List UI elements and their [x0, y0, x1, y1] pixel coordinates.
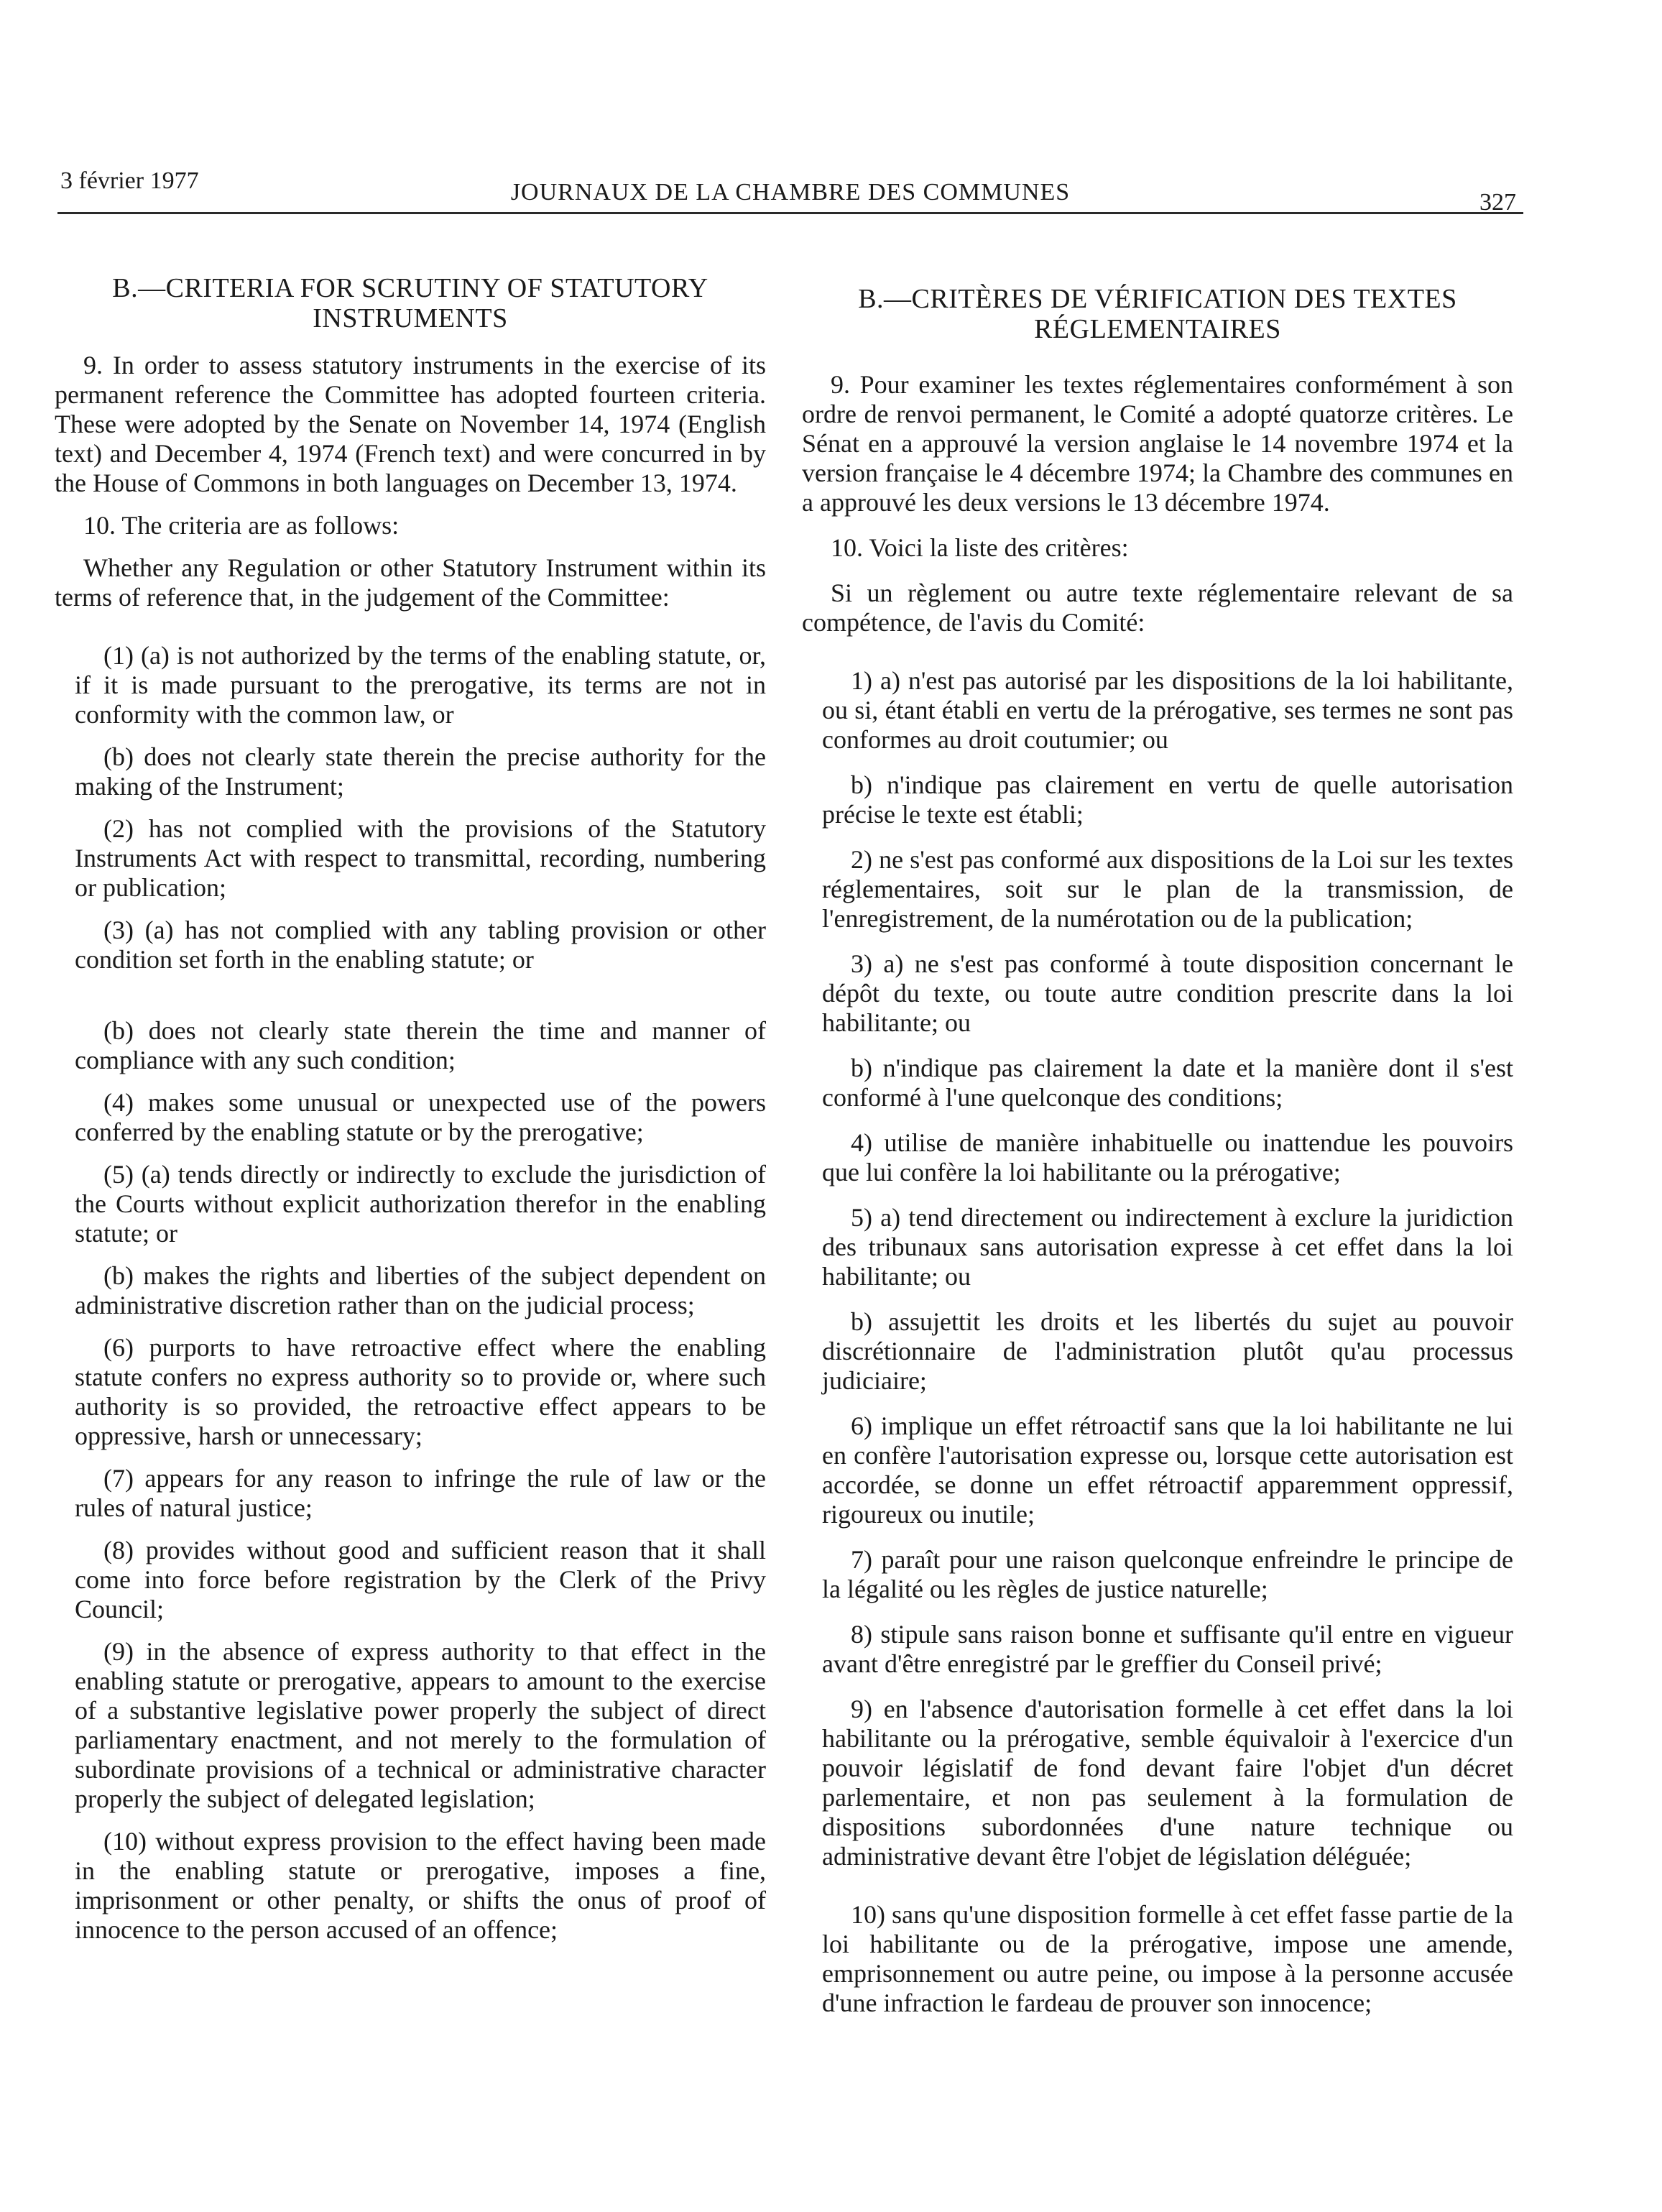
header-date: 3 février 1977 [60, 167, 199, 194]
french-paragraph-9: 9. Pour examiner les textes réglementaires conformément à son ordre de renvoi permanent, le Comité a adopté quatorze critères. Le Sénat en a approuvé la version anglaise le 14 novembre 1974 et la version française le 4 décembre 1974; la Chambre des communes en a approuvé les deux versions le 13 décembre 1974. [802, 370, 1513, 517]
english-paragraph-10: 10. The criteria are as follows: [83, 511, 400, 540]
english-criterion-5a: (5) (a) tends directly or indirectly to exclude the jurisdiction of the Courts without explicit authorization therefor in the enabling statute; or [75, 1160, 766, 1248]
english-criterion-6: (6) purports to have retroactive effect where the enabling statute confers no express authority so to provide or, where such authority is so provided, the retroactive effect appears to be oppressive, harsh or unnecessary; [75, 1333, 766, 1450]
french-criterion-2: 2) ne s'est pas conformé aux dispositions de la Loi sur les textes réglementaires, soit sur le plan de la transmission, de l'enregistrement, de la numérotation ou de la publication; [822, 845, 1513, 933]
french-criterion-10: 10) sans qu'une disposition formelle à cet effet fasse partie de la loi habilitante ou de la prérogative, impose une amende, emprisonnement ou autre peine, ou impose à la personne accusée d'une infraction le fardeau de prouver son innocence; [822, 1900, 1513, 2017]
french-criterion-3b: b) n'indique pas clairement la date et la manière dont il s'est conformé à l'une quelconque des conditions; [822, 1054, 1513, 1112]
english-column [55, 273, 766, 1958]
english-criterion-2: (2) has not complied with the provisions of the Statutory Instruments Act with respect to transmittal, recording, numbering or publication; [75, 814, 766, 902]
french-intro: Si un règlement ou autre texte réglementaire relevant de sa compétence, de l'avis du Comité: [802, 579, 1513, 637]
french-criterion-4: 4) utilise de manière inhabituelle ou inattendue les pouvoirs que lui confère la loi habilitante ou la prérogative; [822, 1128, 1513, 1186]
french-criterion-7: 7) paraît pour une raison quelconque enfreindre le principe de la légalité ou les règles de justice naturelle; [822, 1545, 1513, 1603]
english-criterion-1a: (1) (a) is not authorized by the terms of the enabling statute, or, if it is made pursuant to the prerogative, its terms are not in conformity with the common law, or [75, 641, 766, 729]
english-criterion-4: (4) makes some unusual or unexpected use of the powers conferred by the enabling statute or by the prerogative; [75, 1088, 766, 1146]
english-criterion-3b: (b) does not clearly state therein the time and manner of compliance with any such condition; [75, 1016, 766, 1074]
french-criterion-5b: b) assujettit les droits et les libertés du sujet au pouvoir discrétionnaire de l'administration plutôt qu'au processus judiciaire; [822, 1307, 1513, 1395]
french-criterion-6: 6) implique un effet rétroactif sans que la loi habilitante ne lui en confère l'autorisation expresse ou, lorsque cette autorisation est accordée, se donne un effet rétroactif apparemment oppressif, rigoureux ou inutile; [822, 1411, 1513, 1529]
page-number: 327 [1479, 189, 1516, 216]
english-criterion-10: (10) without express provision to the effect having been made in the enabling statute or prerogative, imposes a fine, imprisonment or other penalty, or shifts the onus of proof of innocence to the person accused of an offence; [75, 1827, 766, 1944]
french-paragraph-10: 10. Voici la liste des critères: [831, 533, 1129, 562]
english-criterion-7: (7) appears for any reason to infringe the rule of law or the rules of natural justice; [75, 1464, 766, 1522]
french-column [802, 284, 1513, 2034]
page-header [57, 162, 1523, 214]
french-criterion-8: 8) stipule sans raison bonne et suffisante qu'il entre en vigueur avant d'être enregistré par le greffier du Conseil privé; [822, 1620, 1513, 1678]
english-criterion-5b: (b) makes the rights and liberties of the subject dependent on administrative discretion rather than on the judicial process; [75, 1261, 766, 1319]
english-intro: Whether any Regulation or other Statutory Instrument within its terms of reference that, in the judgement of the Committee: [55, 553, 766, 612]
english-heading: B.—CRITERIA FOR SCRUTINY OF STATUTORY INSTRUMENTS [112, 273, 708, 333]
english-criterion-3a: (3) (a) has not complied with any tabling provision or other condition set forth in the enabling statute; or [75, 916, 766, 974]
english-criterion-9: (9) in the absence of express authority to that effect in the enabling statute or prerogative, appears to amount to the exercise of a substantive legislative power properly the subject of direct parliamentary enactment, and not merely to the formulation of subordinate provisions of a technical or administrative character properly the subject of delegated legislation; [75, 1637, 766, 1813]
french-criterion-5a: 5) a) tend directement ou indirectement à exclure la juridiction des tribunaux sans autorisation expresse à cet effet dans la loi habilitante; ou [822, 1203, 1513, 1291]
header-journal-title: JOURNAUX DE LA CHAMBRE DES COMMUNES [510, 179, 1071, 206]
english-paragraph-9: 9. In order to assess statutory instruments in the exercise of its permanent reference the Committee has adopted fourteen criteria. These were adopted by the Senate on November 14, 1974 (English text) and December 4, 1974 (French text) and were concurred in by the House of Commons in both languages on December 13, 1974. [55, 351, 766, 497]
french-criterion-1b: b) n'indique pas clairement en vertu de quelle autorisation précise le texte est établi; [822, 770, 1513, 829]
french-criterion-9: 9) en l'absence d'autorisation formelle à cet effet dans la loi habilitante ou la prérogative, semble équivaloir à l'exercice d'un pouvoir législatif de fond devant faire l'objet d'un décret parlementaire, et non pas seulement à la formulation de dispositions subordonnées d'une nature technique ou administrative devant être l'objet de législation déléguée; [822, 1695, 1513, 1871]
english-criterion-1b: (b) does not clearly state therein the precise authority for the making of the Instrument; [75, 742, 766, 801]
french-criterion-1a: 1) a) n'est pas autorisé par les dispositions de la loi habilitante, ou si, étant établi en vertu de la prérogative, ses termes ne sont pas conformes au droit coutumier; ou [822, 666, 1513, 754]
english-criterion-8: (8) provides without good and sufficient reason that it shall come into force before registration by the Clerk of the Privy Council; [75, 1536, 766, 1623]
french-heading: B.—CRITÈRES DE VÉRIFICATION DES TEXTES RÉGLEMENTAIRES [858, 284, 1457, 344]
french-criterion-3a: 3) a) ne s'est pas conformé à toute disposition concernant le dépôt du texte, ou toute autre condition prescrite dans la loi habilitante; ou [822, 949, 1513, 1037]
